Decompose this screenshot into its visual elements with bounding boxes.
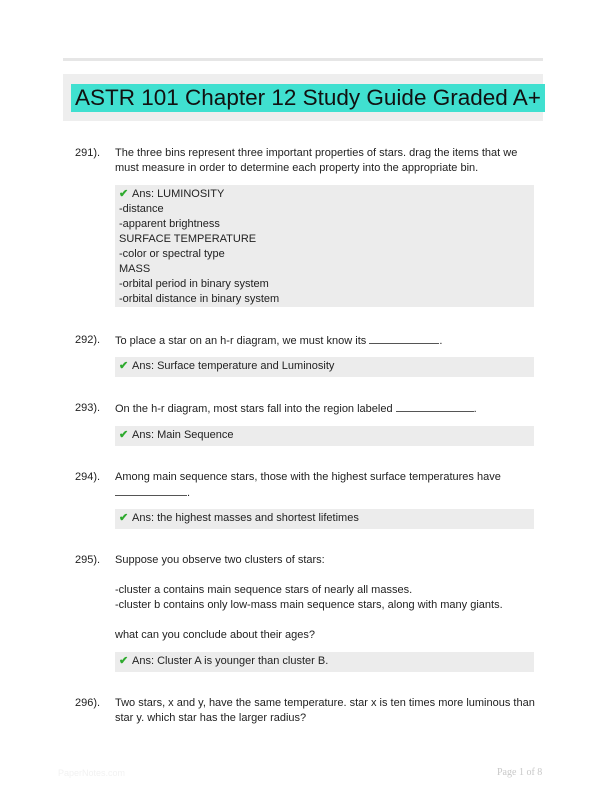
- answer-box: [115, 357, 534, 377]
- page-title: ASTR 101 Chapter 12 Study Guide Graded A+: [71, 84, 545, 112]
- answer-box: [115, 426, 534, 446]
- footer-watermark: PaperNotes.com: [58, 768, 126, 778]
- check-icon: ✔: [119, 360, 129, 372]
- answer-line: ✔ Ans: Cluster A is younger than cluster B.: [119, 655, 329, 667]
- answer-line: -color or spectral type: [119, 248, 225, 260]
- answer-line: -orbital distance in binary system: [119, 293, 280, 305]
- answer-line: ✔ Ans: Main Sequence: [119, 429, 234, 441]
- question-number: 291).: [75, 147, 101, 159]
- question-text: Suppose you observe two clusters of stars: -cluster a contains main sequence stars of nearly all masses. -cluster b contains only low-mass main sequence stars, along with many giants. what can you conclude about their ages?: [115, 554, 503, 641]
- answer-line: ✔ Ans: LUMINOSITY: [119, 188, 225, 200]
- question-text: The three bins represent three important properties of stars. drag the items that we must measure in order to determine each property into the appropriate bin.: [115, 147, 518, 174]
- question-text: Two stars, x and y, have the same temperature. star x is ten times more luminous than star y. which star has the larger radius?: [115, 697, 535, 724]
- answer-line: MASS: [119, 263, 151, 275]
- check-icon: ✔: [119, 512, 129, 524]
- answer-box: [115, 652, 534, 672]
- check-icon: ✔: [119, 188, 129, 200]
- question-number: 296).: [75, 697, 101, 709]
- answer-blank: [396, 401, 474, 412]
- answer-blank: [115, 485, 187, 496]
- answer-line: ✔ Ans: the highest masses and shortest lifetimes: [119, 512, 359, 524]
- question-number: 294).: [75, 471, 101, 483]
- answer-blank: [369, 333, 439, 344]
- answer-box: [115, 185, 534, 307]
- question-number: 295).: [75, 554, 101, 566]
- answer-line: -apparent brightness: [119, 218, 220, 230]
- page-number: Page 1 of 8: [497, 767, 543, 778]
- answer-line: -orbital period in binary system: [119, 278, 269, 290]
- question-text: Among main sequence stars, those with the highest surface temperatures have .: [115, 471, 501, 499]
- title-band: [63, 74, 543, 121]
- top-rule: [63, 58, 543, 61]
- answer-box: [115, 509, 534, 529]
- check-icon: ✔: [119, 429, 129, 441]
- question-number: 293).: [75, 402, 101, 414]
- answer-line: SURFACE TEMPERATURE: [119, 233, 257, 245]
- question-number: 292).: [75, 334, 101, 346]
- answer-line: ✔ Ans: Surface temperature and Luminosity: [119, 360, 335, 372]
- question-text: On the h-r diagram, most stars fall into the region labeled .: [115, 403, 477, 415]
- check-icon: ✔: [119, 655, 129, 667]
- question-text: To place a star on an h-r diagram, we must know its .: [115, 335, 443, 347]
- answer-line: -distance: [119, 203, 164, 215]
